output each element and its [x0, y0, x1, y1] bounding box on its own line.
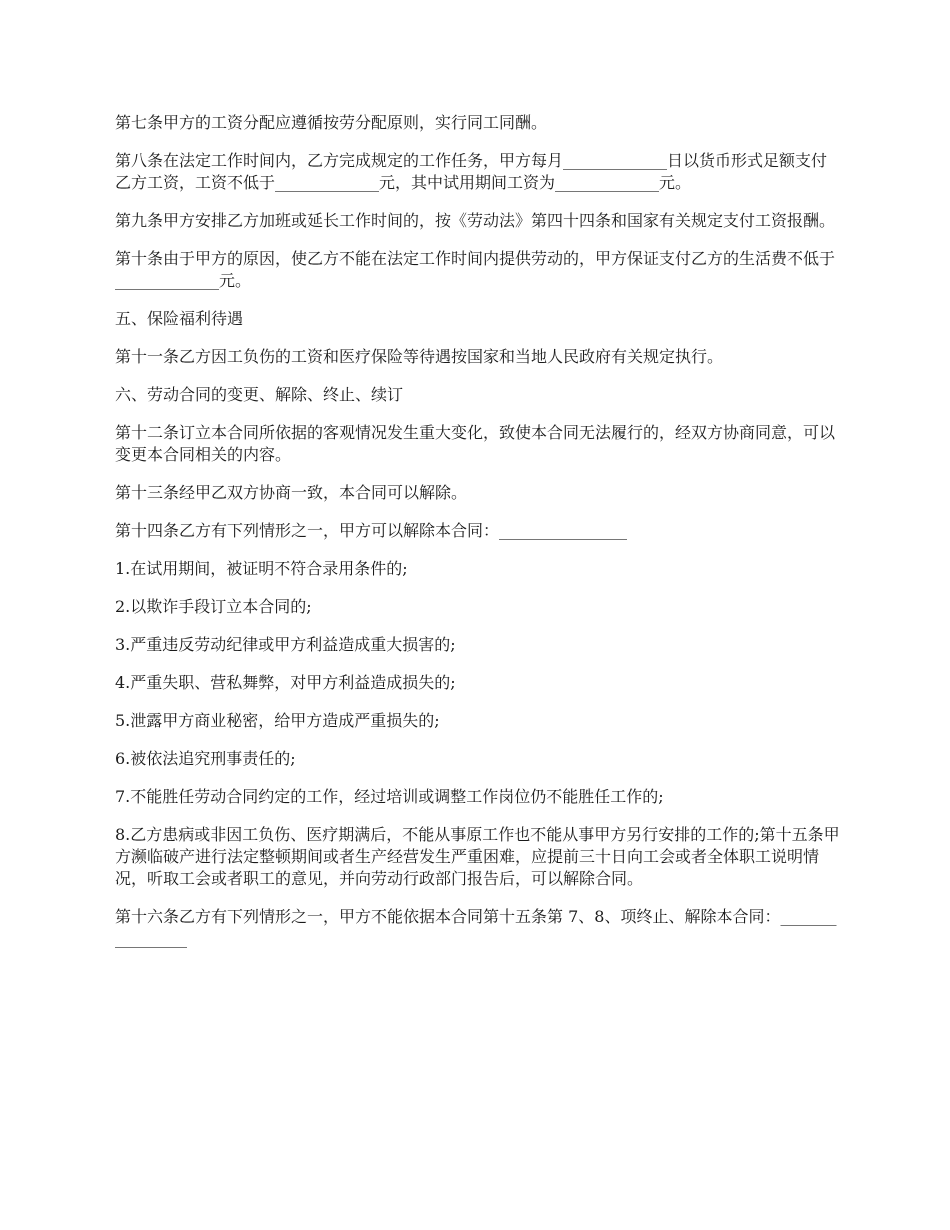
- list-item-4: 4.严重失职、营私舞弊，对甲方利益造成损失的;: [115, 673, 456, 692]
- paragraph-article-7: 第七条甲方的工资分配应遵循按劳分配原则，实行同工同酬。: [115, 113, 548, 132]
- section-heading-insurance: 五、保险福利待遇: [115, 309, 244, 328]
- section-heading-contract-changes: 六、劳动合同的变更、解除、终止、续订: [115, 385, 404, 404]
- document-page: [115, 112, 840, 966]
- list-item-5: 5.泄露甲方商业秘密，给甲方造成严重损失的;: [115, 711, 440, 730]
- paragraph-article-14: 第十四条乙方有下列情形之一，甲方可以解除本合同：________________: [115, 521, 628, 540]
- list-item-1: 1.在试用期间，被证明不符合录用条件的;: [115, 559, 408, 578]
- list-item-2: 2.以欺诈手段订立本合同的;: [115, 597, 312, 616]
- list-item-3: 3.严重违反劳动纪律或甲方利益造成重大损害的;: [115, 635, 456, 654]
- paragraph-article-9: 第九条甲方安排乙方加班或延长工作时间的，按《劳动法》第四十四条和国家有关规定支付工资报酬。: [115, 211, 836, 230]
- paragraph-article-8: 第八条在法定工作时间内，乙方完成规定的工作任务，甲方每月_____________日以货币形式足额支付乙方工资，工资不低于_____________元，其中试用期间工资为_____________元。: [115, 151, 828, 192]
- paragraph-article-13: 第十三条经甲乙双方协商一致，本合同可以解除。: [115, 483, 468, 502]
- paragraph-article-10: 第十条由于甲方的原因，使乙方不能在法定工作时间内提供劳动的，甲方保证支付乙方的生活费不低于_____________元。: [115, 249, 836, 290]
- list-item-6: 6.被依法追究刑事责任的;: [115, 749, 296, 768]
- list-item-7: 7.不能胜任劳动合同约定的工作，经过培训或调整工作岗位仍不能胜任工作的;: [115, 787, 664, 806]
- paragraph-article-12: 第十二条订立本合同所依据的客观情况发生重大变化，致使本合同无法履行的，经双方协商同意，可以变更本合同相关的内容。: [115, 423, 836, 464]
- list-item-8-and-article-15: 8.乙方患病或非因工负伤、医疗期满后，不能从事原工作也不能从事甲方另行安排的工作的;第十五条甲方濒临破产进行法定整顿期间或者生产经营发生严重困难，应提前三十日向工会或者全体职工说明情况，听取工会或者职工的意见，并向劳动行政部门报告后，可以解除合同。: [115, 825, 840, 888]
- paragraph-article-11: 第十一条乙方因工负伤的工资和医疗保险等待遇按国家和当地人民政府有关规定执行。: [115, 347, 724, 366]
- paragraph-article-16: 第十六条乙方有下列情形之一，甲方不能依据本合同第十五条第 7、8、项终止、解除本合同：________________: [115, 907, 837, 948]
